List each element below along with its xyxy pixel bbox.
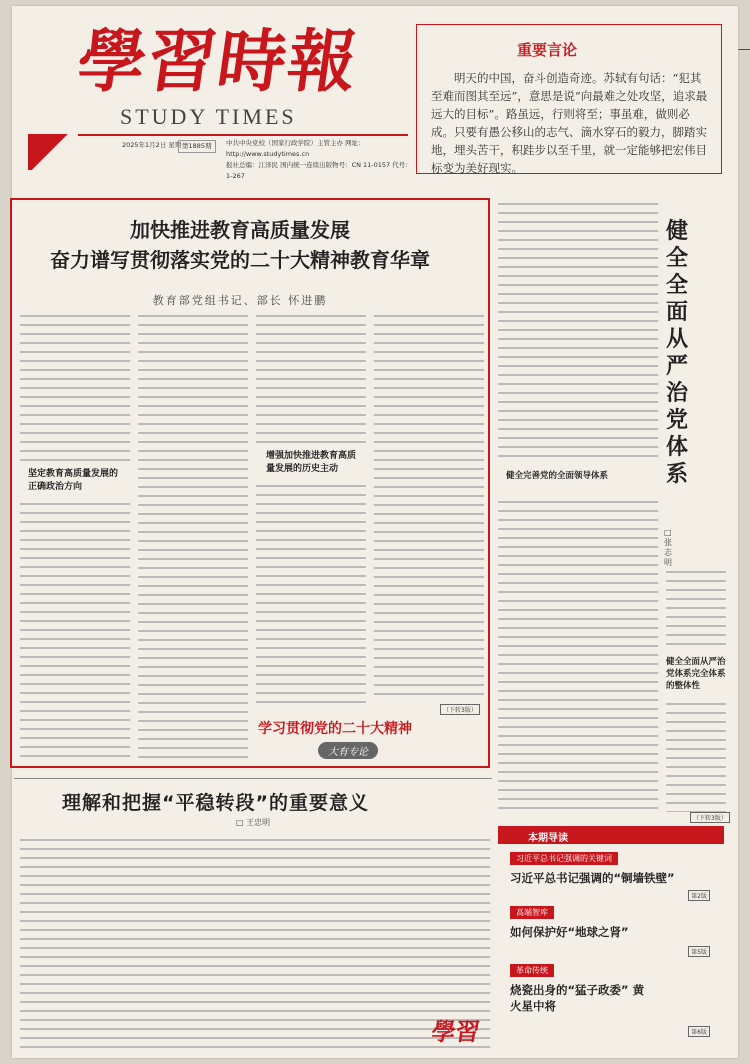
meta-line-2: 报社总编：江泽民 国内统一连续出版物号：CN 11-0157 代号：1-267 (226, 161, 412, 180)
article2-title[interactable]: 理解和把握“平稳转段”的重要意义 (62, 792, 369, 814)
flag-emblem (28, 134, 72, 170)
toc-page-3: 第6版 (688, 1026, 710, 1037)
toc-tag-1: 习近平总书记强调的关键词 (510, 852, 618, 865)
issue-number: 第1885期 (178, 140, 216, 153)
table-of-contents (498, 826, 724, 1048)
lead-column-4-text (374, 312, 484, 700)
side-column-4-text (666, 700, 726, 812)
meta-line-1: 中共中央党校（国家行政学院）主管主办 网址：http://www.studytimes.cn (226, 139, 365, 158)
lead-continued[interactable]: （下转3版） (440, 704, 480, 715)
lead-column-3-text (256, 312, 366, 448)
lead-column-2-text (138, 312, 248, 760)
masthead-info (78, 134, 412, 180)
toc-page-1: 第2版 (688, 890, 710, 901)
lead-headline-1[interactable]: 加快推进教育高质量发展 (130, 218, 350, 242)
lead-headline-2[interactable]: 奋力谱写贯彻落实党的二十大精神教育华章 (50, 248, 430, 272)
side-column-2-text (498, 498, 658, 816)
article2-text (20, 836, 490, 1052)
divider (14, 778, 492, 779)
masthead-logo: 學習時報 (72, 22, 364, 102)
lead-subhead-2: 增强加快推进教育高质量发展的历史主动 (266, 451, 357, 474)
toc-item-2[interactable]: 如何保护好“地球之肾” (510, 925, 629, 939)
masthead-meta (226, 138, 416, 182)
speech-text: 明天的中国，奋斗创造奇迹。苏轼有句话：“犯其至难而图其至远”，意思是说“向最难之处攻坚，追求最远大的目标”。路虽远，行则将至；事虽难，做则必成。只要有愚公移山的志气、滴水穿石的毅力，脚踏实地，埋头苦干，积跬步以至千里，就一定能够把宏伟目标变为美好现实。 (431, 71, 708, 175)
side-column-3-text (666, 568, 726, 648)
article2-author: □ 王忠明 (236, 818, 271, 827)
toc-tag-2: 高端智库 (510, 906, 554, 919)
toc-tag-3: 革命传统 (510, 964, 554, 977)
important-speech-box (416, 24, 722, 174)
lead-column-1-text (20, 312, 130, 462)
toc-item-3[interactable]: 烧瓷出身的“猛子政委” 黄火星中将 (510, 983, 645, 1013)
toc-header: 本期导读 (498, 826, 724, 844)
footer-logo: 學習 (429, 1017, 482, 1046)
lead-subhead-1: 坚定教育高质量发展的正确政治方向 (28, 469, 119, 492)
side-continued[interactable]: （下转3版） (690, 812, 730, 823)
lead-column-3b-text (256, 482, 366, 710)
side-article-title[interactable]: 健全全面从严治党体系 (666, 219, 689, 487)
side-subhead-1: 健全完善党的全面领导体系 (506, 471, 609, 481)
lead-column-1b-text (20, 500, 130, 760)
masthead-english: STUDY TIMES (120, 104, 297, 129)
toc-item-1[interactable]: 习近平总书记强调的“铜墙铁壁” (510, 871, 675, 885)
lead-byline: 教育部党组书记、部长 怀进鹏 (152, 294, 328, 307)
lead-banner-sub: 大有专论 (318, 742, 378, 759)
speech-title: 重要言论 (517, 41, 578, 59)
side-column-1-text (498, 200, 658, 464)
toc-page-2: 第5版 (688, 946, 710, 957)
issue-date: 2025年1月2日 星期一 (122, 141, 188, 149)
lead-banner: 学习贯彻党的二十大精神 (258, 721, 412, 737)
side-subhead-2: 健全全面从严治党体系完全体系的整体性 (666, 657, 726, 691)
side-article-author: □ 张志明 (664, 528, 672, 567)
